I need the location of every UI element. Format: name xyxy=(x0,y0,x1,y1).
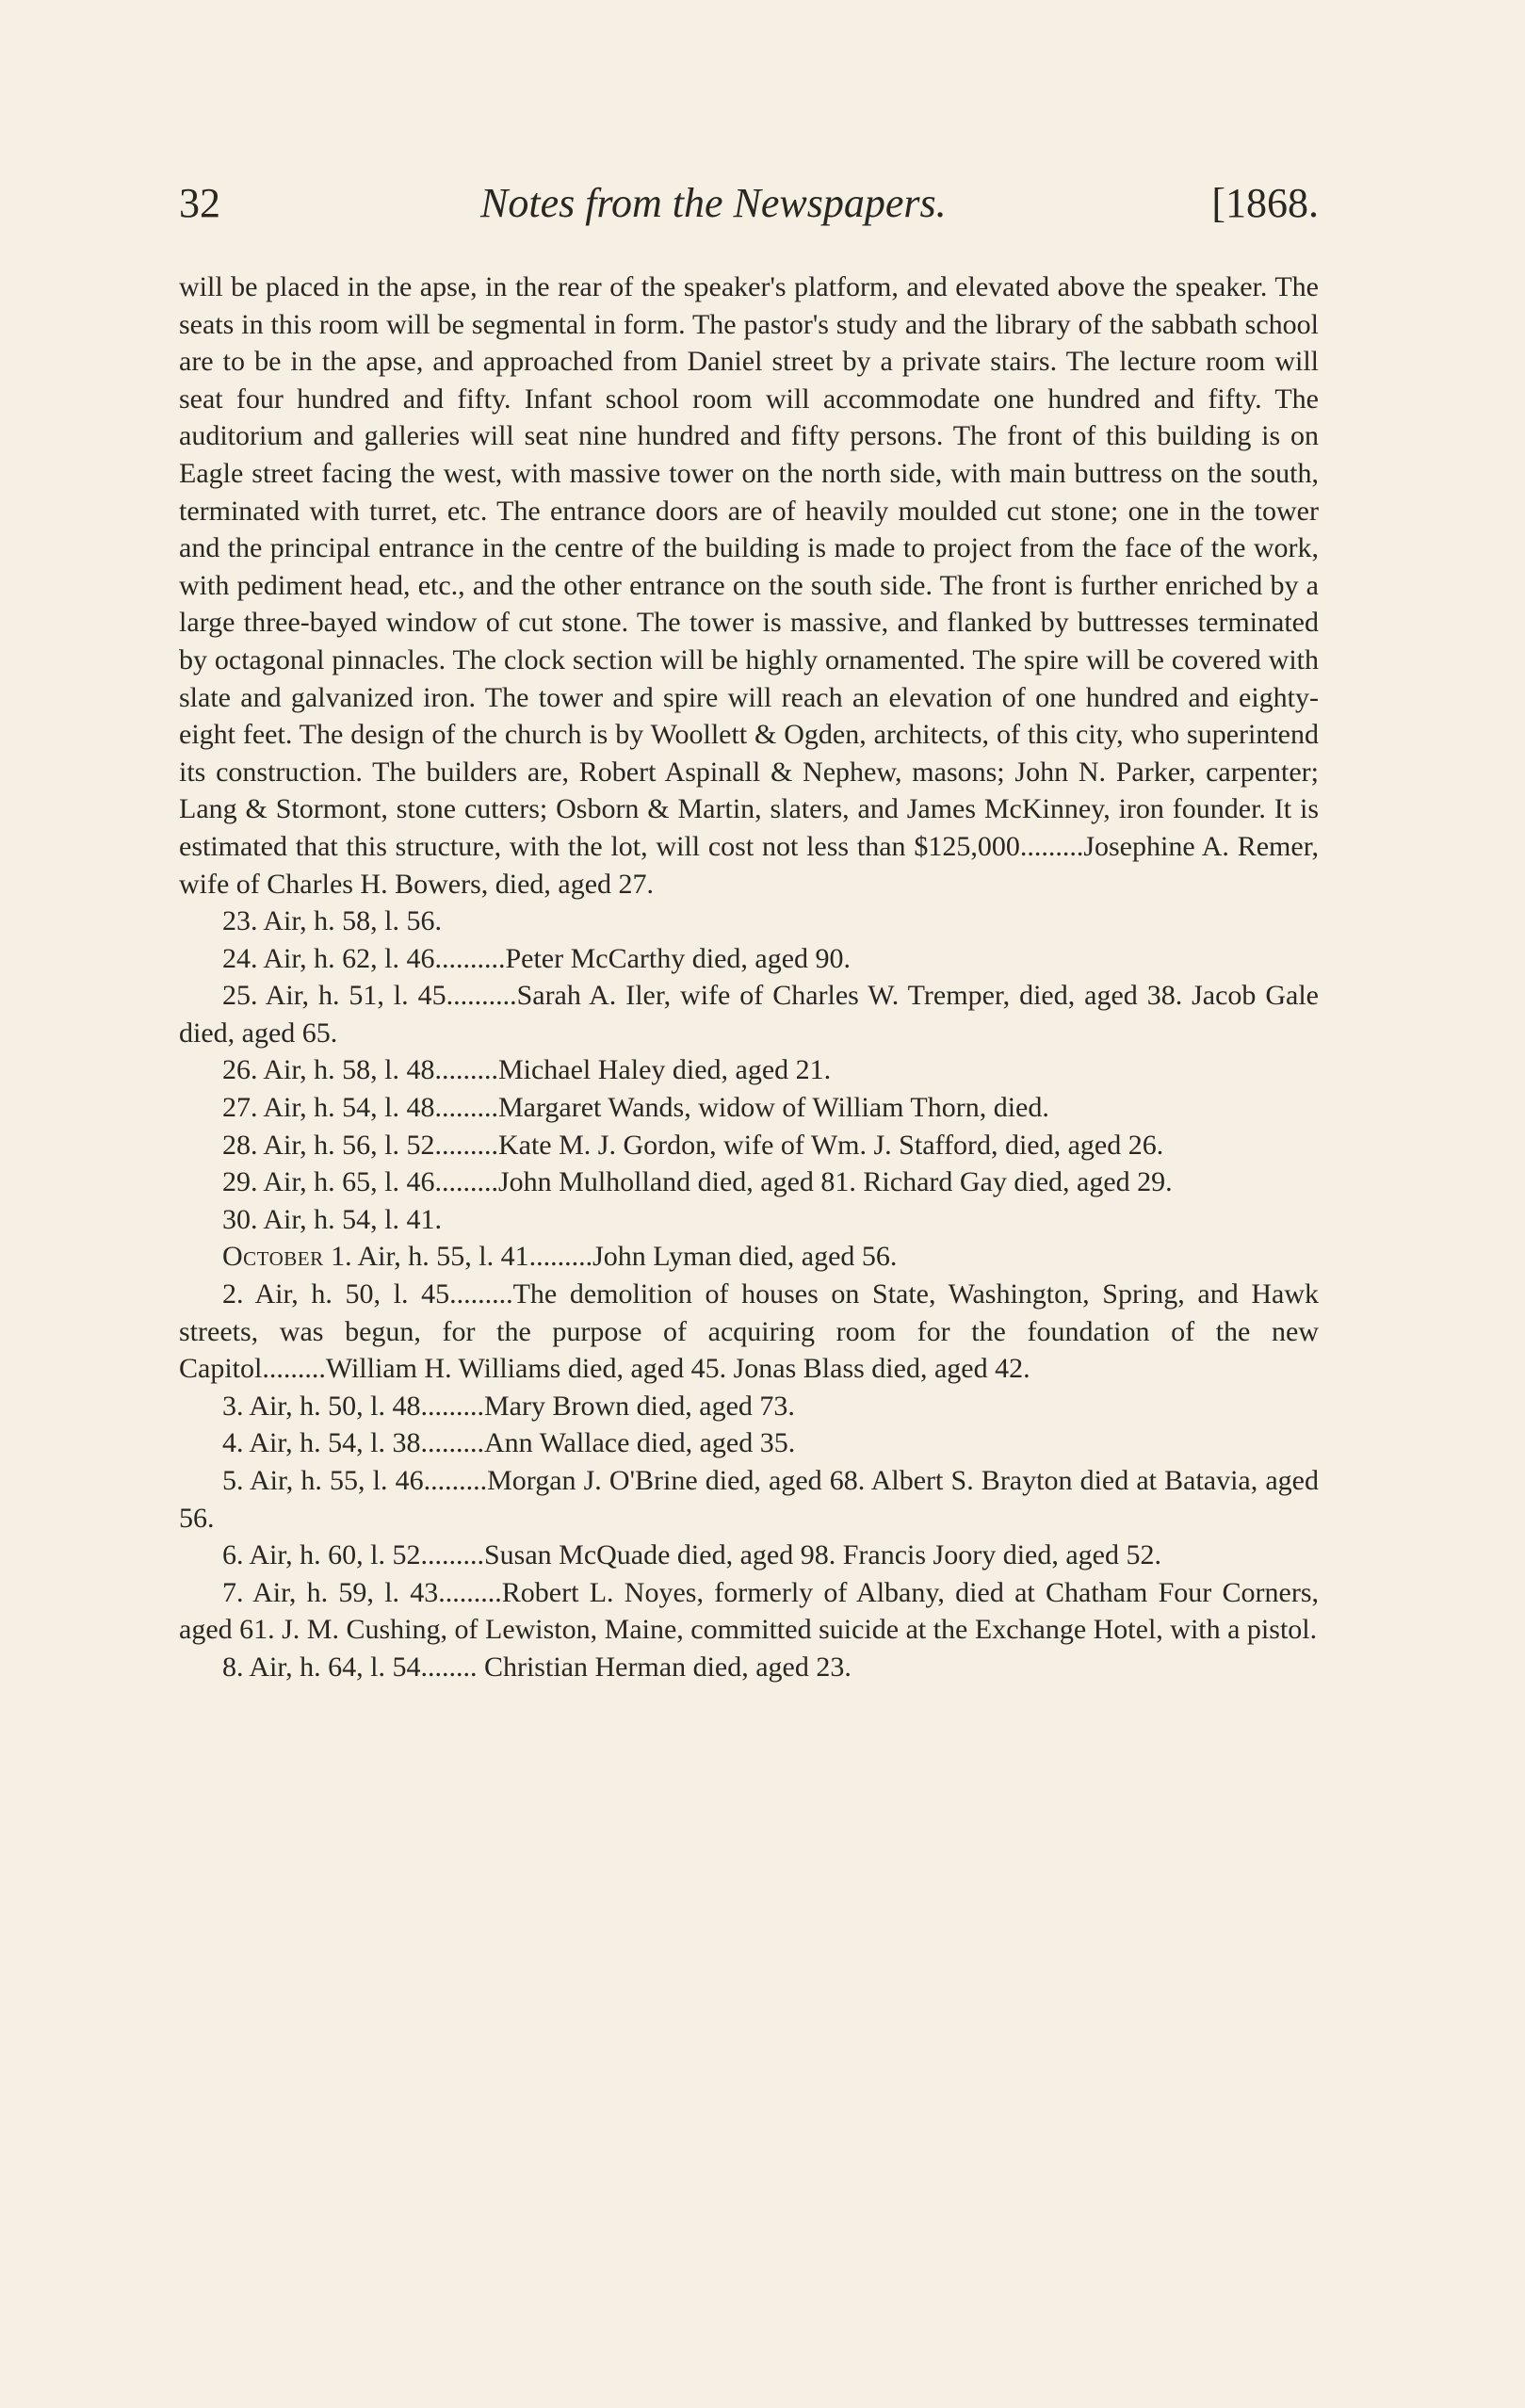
paragraph: 28. Air, h. 56, l. 52.........Kate M. J. Gordon, wife of Wm. J. Stafford, died, aged 26. xyxy=(222,1129,1164,1161)
paragraph: 8. Air, h. 64, l. 54........ Christian Herman died, aged 23. xyxy=(222,1651,852,1683)
paragraph: 7. Air, h. 59, l. 43.........Robert L. Noyes, formerly of Albany, died at Chatham Four Corners, aged 61. J. M. Cushing, of Lewiston, Maine, committed suicide at the Exchange Hotel, with a pistol. xyxy=(179,1576,1319,1646)
paragraph: 6. Air, h. 60, l. 52.........Susan McQuade died, aged 98. Francis Joory died, aged 52. xyxy=(222,1539,1161,1571)
paragraph: 24. Air, h. 62, l. 46..........Peter McCarthy died, aged 90. xyxy=(222,942,852,974)
body-text xyxy=(179,268,1319,1686)
paragraph: 26. Air, h. 58, l. 48.........Michael Haley died, aged 21. xyxy=(222,1054,832,1086)
year-marker: [1868. xyxy=(1211,180,1319,226)
paragraph: 3. Air, h. 50, l. 48.........Mary Brown died, aged 73. xyxy=(222,1390,795,1422)
paragraph: 23. Air, h. 58, l. 56. xyxy=(222,905,442,937)
entry-text: 1. Air, h. 55, l. 41.........John Lyman died, aged 56. xyxy=(331,1241,898,1273)
running-title: Notes from the Newspapers. xyxy=(480,180,947,226)
paragraph: 2. Air, h. 50, l. 45.........The demolition of houses on State, Washington, Spring, and Hawk streets, was begun, for the purpose of acquiring room for the foundation of the new Capitol.........William H. Williams died, aged 45. Jonas Blass died, aged 42. xyxy=(179,1278,1319,1385)
month-label: October xyxy=(222,1241,324,1273)
paragraph: 27. Air, h. 54, l. 48.........Margaret Wands, widow of William Thorn, died. xyxy=(222,1092,1049,1124)
paragraph: 30. Air, h. 54, l. 41. xyxy=(222,1203,442,1235)
running-header xyxy=(179,179,1319,236)
page-number: 32 xyxy=(179,180,220,226)
month-entry xyxy=(179,1238,1319,1276)
paragraph: 4. Air, h. 54, l. 38.........Ann Wallace died, aged 35. xyxy=(222,1427,796,1459)
paragraph: 29. Air, h. 65, l. 46.........John Mulholland died, aged 81. Richard Gay died, aged 29. xyxy=(222,1166,1173,1198)
paragraph: 5. Air, h. 55, l. 46.........Morgan J. O'Brine died, aged 68. Albert S. Brayton died at Batavia, aged 56. xyxy=(179,1465,1319,1534)
paragraph: 25. Air, h. 51, l. 45..........Sarah A. Iler, wife of Charles W. Tremper, died, aged 38. Jacob Gale died, aged 65. xyxy=(179,980,1319,1049)
paragraph: will be placed in the apse, in the rear of the speaker's platform, and elevated above the speaker. The seats in this room will be segmental in form. The pastor's study and the library of the sabbath school are to be in the apse, and approached from Daniel street by a private stairs. The lecture room will seat four hundred and fifty. Infant school room will accommodate one hundred and fifty. The auditorium and galleries will seat nine hundred and fifty persons. The front of this building is on Eagle street facing the west, with massive tower on the north side, with main buttress on the south, terminated with turret, etc. The entrance doors are of heavily moulded cut stone; one in the tower and the principal entrance in the centre of the building is made to project from the face of the work, with pediment head, etc., and the other entrance on the south side. The front is further enriched by a large three-bayed window of cut stone. The tower is massive, and flanked by buttresses terminated by octagonal pinnacles. The clock section will be highly ornamented. The spire will be covered with slate and galvanized iron. The tower and spire will reach an elevation of one hundred and eighty-eight feet. The design of the church is by Woollett & Ogden, architects, of this city, who superintend its construction. The builders are, Robert Aspinall & Nephew, masons; John N. Parker, carpenter; Lang & Stormont, stone cutters; Osborn & Martin, slaters, and James McKinney, iron founder. It is estimated that this structure, with the lot, will cost not less than $125,000.........Josephine A. Remer, wife of Charles H. Bowers, died, aged 27. xyxy=(179,271,1319,900)
